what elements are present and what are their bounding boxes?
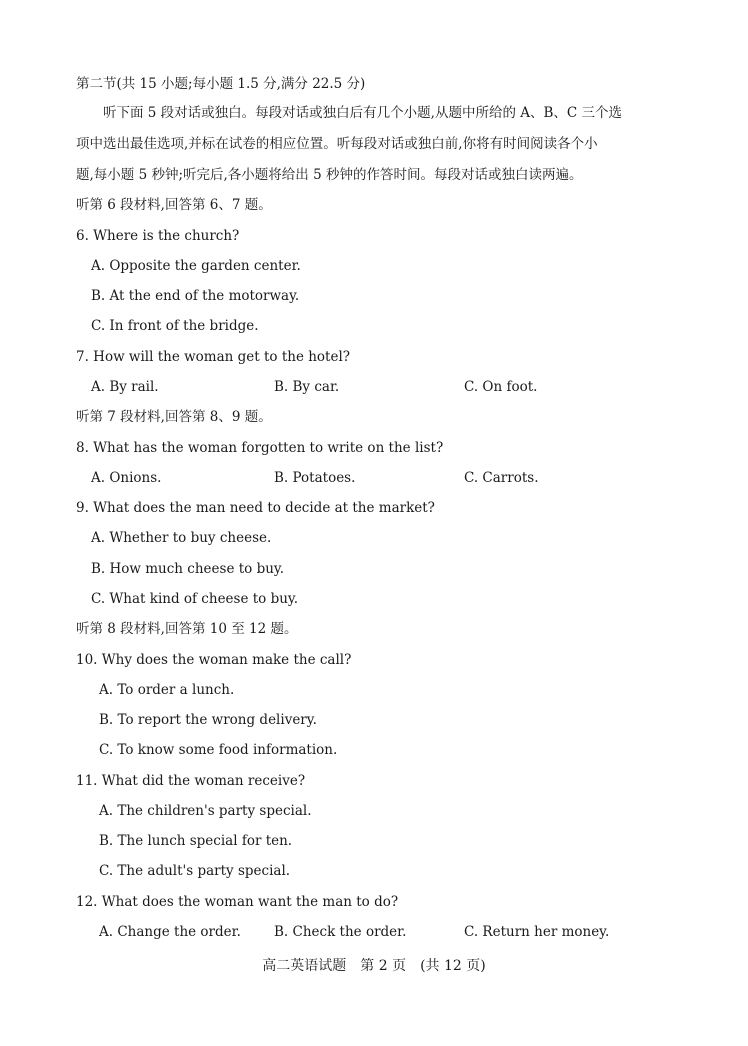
answer-option: C. In front of the bridge.	[91, 318, 259, 334]
answer-option: A. Opposite the garden center.	[91, 258, 301, 274]
answer-option: A. To order a lunch.	[99, 682, 235, 698]
answer-option: B. The lunch special for ten.	[99, 833, 293, 849]
question-stem: 12. What does the woman want the man to do?	[76, 894, 399, 910]
instruction-line-1: 听下面 5 段对话或独白。每段对话或独白后有几个小题,从题中所给的 A、B、C 三个选	[103, 105, 623, 121]
answer-option: A. Whether to buy cheese.	[91, 530, 272, 546]
answer-option: C. On foot.	[464, 379, 538, 395]
answer-option: B. By car.	[274, 379, 340, 395]
answer-option: A. By rail.	[91, 379, 159, 395]
answer-option: A. Onions.	[91, 470, 162, 486]
question-stem: 9. What does the man need to decide at the market?	[76, 500, 435, 516]
instruction-line-3: 题,每小题 5 秒钟;听完后,各小题将给出 5 秒钟的作答时间。每段对话或独白读两遍。	[76, 167, 583, 183]
question-stem: 8. What has the woman forgotten to write on the list?	[76, 440, 444, 456]
answer-option: C. To know some food information.	[99, 742, 338, 758]
group-header: 听第 6 段材料,回答第 6、7 题。	[76, 197, 272, 213]
question-stem: 11. What did the woman receive?	[76, 773, 306, 789]
answer-option: C. What kind of cheese to buy.	[91, 591, 299, 607]
page-footer: 高二英语试题 第 2 页 (共 12 页)	[262, 958, 486, 974]
question-stem: 10. Why does the woman make the call?	[76, 652, 352, 668]
answer-option: A. Change the order.	[99, 924, 241, 940]
question-stem: 6. Where is the church?	[76, 228, 240, 244]
answer-option: B. Check the order.	[274, 924, 407, 940]
answer-option: A. The children's party special.	[99, 803, 312, 819]
instruction-line-2: 项中选出最佳选项,并标在试卷的相应位置。听每段对话或独白前,你将有时间阅读各个小	[76, 136, 598, 152]
answer-option: B. Potatoes.	[274, 470, 356, 486]
answer-option: C. The adult's party special.	[99, 863, 291, 879]
section-title: 第二节(共 15 小题;每小题 1.5 分,满分 22.5 分)	[76, 76, 366, 92]
answer-option: B. To report the wrong delivery.	[99, 712, 317, 728]
answer-option: B. At the end of the motorway.	[91, 288, 300, 304]
answer-option: B. How much cheese to buy.	[91, 561, 285, 577]
group-header: 听第 7 段材料,回答第 8、9 题。	[76, 409, 272, 425]
group-header: 听第 8 段材料,回答第 10 至 12 题。	[76, 621, 298, 637]
answer-option: C. Return her money.	[464, 924, 610, 940]
answer-option: C. Carrots.	[464, 470, 539, 486]
question-stem: 7. How will the woman get to the hotel?	[76, 349, 351, 365]
